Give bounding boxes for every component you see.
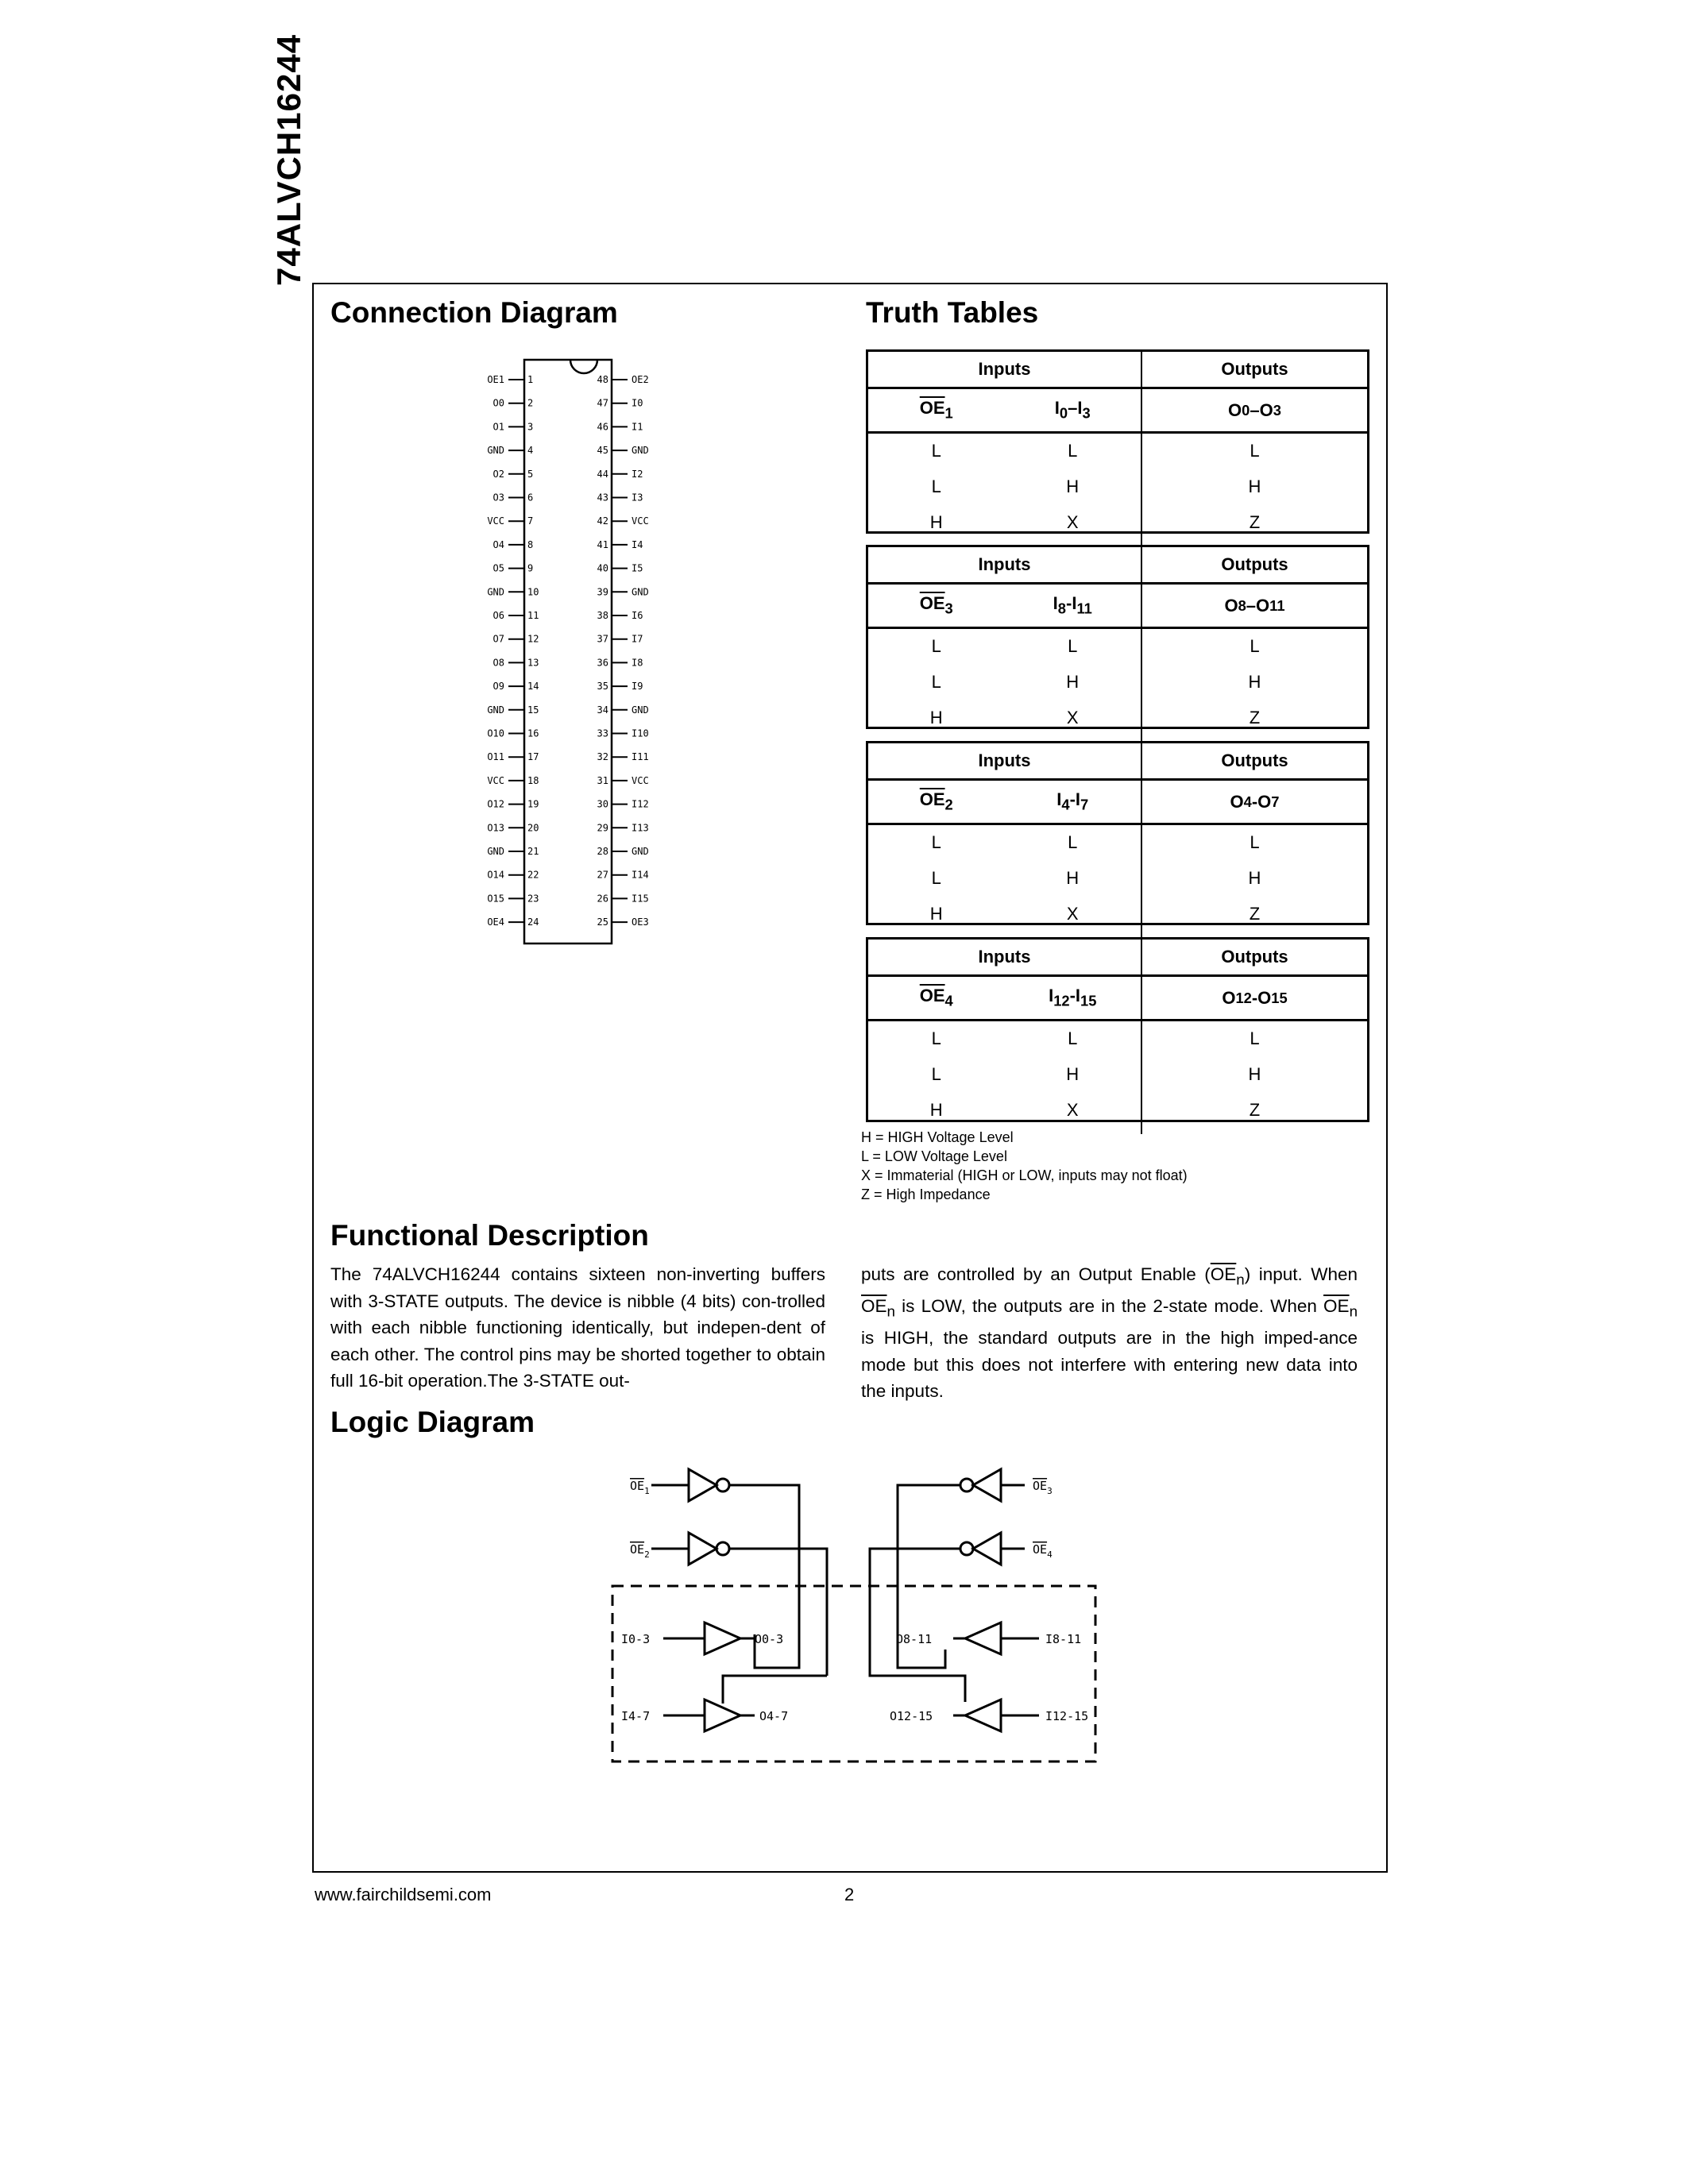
pin-label-left: GND <box>487 704 504 716</box>
pin-label-left: O6 <box>492 610 504 621</box>
pin-label-right: I15 <box>632 893 649 905</box>
pin-number-right: 32 <box>597 751 608 763</box>
connection-diagram-heading: Connection Diagram <box>330 296 618 329</box>
truth-table-body <box>868 629 1367 742</box>
oe-base: $\overline{OE}$ <box>919 986 945 1006</box>
input-value: L <box>1068 832 1078 852</box>
inputs-values <box>868 434 1142 546</box>
pin-number-left: 20 <box>527 822 539 834</box>
pin-number-right: 44 <box>597 468 608 480</box>
para-text-c: is LOW, the outputs are in the 2-state mode. When <box>894 1296 1324 1316</box>
oe2-base: OE <box>630 1542 645 1557</box>
oe1-inverter <box>689 1469 717 1501</box>
out-b-sub: 11 <box>1269 596 1285 614</box>
footnote-l: L = LOW Voltage Level <box>861 1148 1007 1164</box>
logic-out-c: O8-11 <box>896 1632 933 1646</box>
pin-number-right: 27 <box>597 869 608 881</box>
pin-label-right: I13 <box>632 822 649 834</box>
pin-label-right: GND <box>632 846 649 857</box>
inp-a-sub: 12 <box>1053 992 1070 1009</box>
pin-number-left: 7 <box>527 515 534 527</box>
truth-table-header <box>868 547 1367 585</box>
pin-number-left: 14 <box>527 681 539 693</box>
pin-number-right: 26 <box>597 893 608 905</box>
truth-table-body <box>868 825 1367 938</box>
inp-b: I <box>1072 593 1077 614</box>
pin-number-right: 36 <box>597 657 608 669</box>
oe-value: L <box>931 477 941 496</box>
pin-label-right: I6 <box>632 610 643 621</box>
pin-number-right: 30 <box>597 798 608 810</box>
input-value: H <box>1066 672 1080 692</box>
out-a-sub: 12 <box>1235 989 1252 1006</box>
inputs-header: Inputs <box>868 743 1142 778</box>
wire <box>870 1549 965 1702</box>
out-b: O <box>1259 399 1273 420</box>
oe1-base: OE <box>630 1479 645 1493</box>
inp-a-sub: 0 <box>1059 404 1068 422</box>
oe-overbar: $\overline{OE}$ <box>1210 1264 1237 1284</box>
pin-number-left: 5 <box>527 468 534 480</box>
input-value: L <box>1068 441 1078 461</box>
outputs-values <box>1142 825 1367 938</box>
inp-a-sub: 8 <box>1057 600 1066 617</box>
oe-base: $\overline{OE}$ <box>919 398 945 419</box>
truth-table-body <box>868 1021 1367 1134</box>
oe-value: L <box>931 868 941 888</box>
oe-value: L <box>931 1064 941 1084</box>
output-column-header <box>1142 977 1367 1019</box>
output-value: H <box>1248 1064 1261 1084</box>
input-value: X <box>1066 904 1079 924</box>
pin-label-right: I7 <box>632 633 643 645</box>
oe1-sub: 1 <box>644 1486 650 1496</box>
oe-overbar: $\overline{OE}$ <box>861 1296 887 1316</box>
logic-in-c: I8-11 <box>1045 1632 1082 1646</box>
pin-number-left: 21 <box>527 846 539 857</box>
output-value: Z <box>1249 708 1261 727</box>
oe-value: L <box>931 441 941 461</box>
footnote-x: X = Immaterial (HIGH or LOW, inputs may not float) <box>861 1167 1188 1183</box>
oe-value: L <box>931 832 941 852</box>
logic-out-b: O4-7 <box>759 1709 789 1723</box>
inp-b: I <box>1077 398 1083 419</box>
pin-label-right: I12 <box>632 798 649 810</box>
oe-sub: 1 <box>944 404 953 422</box>
pin-number-left: 10 <box>527 586 539 598</box>
inp-a: I <box>1049 986 1054 1006</box>
output-value: H <box>1248 477 1261 496</box>
input-value: X <box>1066 512 1079 532</box>
pin-label-left: O7 <box>492 633 504 645</box>
logic-oe1-label <box>630 1479 650 1496</box>
truth-tables-heading: Truth Tables <box>866 296 1039 329</box>
pin-number-right: 46 <box>597 421 608 433</box>
inp-sep: - <box>1069 986 1076 1006</box>
truth-table <box>866 545 1369 729</box>
logic-dashed-box <box>612 1586 1095 1761</box>
inp-b-sub: 7 <box>1080 796 1089 813</box>
pin-label-left: O8 <box>492 657 504 669</box>
outputs-values <box>1142 629 1367 742</box>
inp-a: I <box>1054 398 1060 419</box>
pin-number-left: 3 <box>527 421 534 433</box>
pin-number-left: 8 <box>527 538 534 550</box>
oe-column-header <box>868 398 1005 422</box>
pin-number-right: 40 <box>597 562 608 574</box>
pin-label-left: O2 <box>492 468 504 480</box>
inputs-values <box>868 1021 1142 1134</box>
inp-sep: - <box>1069 789 1076 810</box>
pin-label-left: O11 <box>487 751 504 763</box>
out-a: O <box>1222 987 1236 1008</box>
pin-number-left: 18 <box>527 774 539 786</box>
pin-number-right: 42 <box>597 515 608 527</box>
output-column-header <box>1142 585 1367 627</box>
out-sep: - <box>1251 987 1258 1008</box>
inp-b-sub: 3 <box>1082 404 1091 422</box>
outputs-values <box>1142 1021 1367 1134</box>
oe4-base: OE <box>1033 1542 1048 1557</box>
input-value: H <box>1066 868 1080 888</box>
ic-notch <box>570 360 597 373</box>
truth-table <box>866 741 1369 925</box>
pin-label-left: GND <box>487 445 504 457</box>
inp-b-sub: 11 <box>1076 600 1092 617</box>
pin-number-left: 4 <box>527 445 534 457</box>
wire <box>729 1549 827 1672</box>
pin-label-right: GND <box>632 445 649 457</box>
inputs-subheader <box>868 977 1142 1019</box>
inputs-values <box>868 825 1142 938</box>
pin-label-left: O9 <box>492 681 504 693</box>
output-value: L <box>1250 832 1260 852</box>
inp-a: I <box>1056 789 1062 810</box>
pin-label-left: O5 <box>492 562 504 574</box>
pin-number-right: 47 <box>597 397 608 409</box>
out-a: O <box>1230 791 1244 812</box>
inputs-subheader <box>868 781 1142 823</box>
output-value: Z <box>1249 1100 1261 1120</box>
pin-label-right: GND <box>632 704 649 716</box>
oe3-base: OE <box>1033 1479 1048 1493</box>
oe3-inverter <box>973 1469 1001 1501</box>
oe-sub: n <box>1349 1302 1358 1320</box>
truth-table-subheader <box>868 389 1367 434</box>
pin-label-right: I0 <box>632 397 643 409</box>
input-value: L <box>1068 636 1078 656</box>
pin-label-right: I5 <box>632 562 643 574</box>
pin-number-right: 48 <box>597 374 608 385</box>
footnote-h: H = HIGH Voltage Level <box>861 1129 1014 1145</box>
oe-value: H <box>929 708 943 727</box>
input-column-header <box>1005 593 1141 617</box>
out-sep: - <box>1251 791 1258 812</box>
pin-number-left: 17 <box>527 751 539 763</box>
buffer-4-7 <box>705 1700 740 1731</box>
truth-table-header <box>868 352 1367 389</box>
inputs-values <box>868 629 1142 742</box>
oe-column-header <box>868 986 1005 1009</box>
pin-number-left: 1 <box>527 374 534 385</box>
pin-label-left: GND <box>487 586 504 598</box>
oe-sub: 2 <box>944 796 953 813</box>
truth-table-footnotes <box>861 1128 1188 1204</box>
buffer-12-15 <box>965 1700 1001 1731</box>
outputs-header: Outputs <box>1221 359 1288 379</box>
truth-table <box>866 937 1369 1122</box>
pin-number-right: 43 <box>597 492 608 504</box>
pin-number-left: 6 <box>527 492 534 504</box>
truth-table-header <box>868 743 1367 781</box>
output-value: H <box>1248 672 1261 692</box>
para-text-b: ) input. When <box>1244 1264 1358 1284</box>
outputs-header: Outputs <box>1221 751 1288 770</box>
functional-description-col2 <box>861 1261 1358 1405</box>
out-b-sub: 3 <box>1273 401 1281 419</box>
pin-label-left: VCC <box>487 515 504 527</box>
inp-sep: – <box>1068 398 1078 419</box>
out-sep: – <box>1246 595 1257 615</box>
output-value: Z <box>1249 512 1261 532</box>
oe-sub: n <box>886 1302 895 1320</box>
oe-base: $\overline{OE}$ <box>919 789 945 810</box>
pin-label-left: O3 <box>492 492 504 504</box>
input-value: H <box>1066 1064 1080 1084</box>
oe-value: L <box>931 1028 941 1048</box>
pin-number-right: 33 <box>597 727 608 739</box>
outputs-header: Outputs <box>1221 947 1288 967</box>
truth-table-subheader <box>868 977 1367 1021</box>
out-b: O <box>1257 987 1272 1008</box>
inp-b: I <box>1075 789 1081 810</box>
pin-number-left: 11 <box>527 610 539 621</box>
pin-number-left: 9 <box>527 562 534 574</box>
out-a-sub: 0 <box>1242 401 1250 419</box>
oe-column-header <box>868 789 1005 813</box>
inputs-header: Inputs <box>868 547 1142 582</box>
pin-label-left: O1 <box>492 421 504 433</box>
out-a-sub: 4 <box>1243 793 1252 810</box>
pin-number-right: 45 <box>597 445 608 457</box>
buffer-8-11 <box>965 1623 1001 1654</box>
inp-a: I <box>1053 593 1058 614</box>
inputs-subheader <box>868 585 1142 627</box>
output-value: L <box>1250 636 1260 656</box>
pin-number-left: 19 <box>527 798 539 810</box>
pin-label-right: GND <box>632 586 649 598</box>
output-column-header <box>1142 389 1367 431</box>
inp-a-sub: 4 <box>1061 796 1070 813</box>
functional-description-col1: The 74ALVCH16244 contains sixteen non-inverting buffers with 3-STATE outputs. The device is nibble (4 bits) con-trolled with each nibble functioning identically, but indepen-dent of each other. The control pins may be shorted together to obtain full 16-bit operation.The 3-STATE out- <box>330 1264 825 1391</box>
input-value: H <box>1066 477 1080 496</box>
truth-table-header <box>868 940 1367 977</box>
pin-number-left: 13 <box>527 657 539 669</box>
input-column-header <box>1005 398 1141 422</box>
pin-label-right: OE2 <box>632 374 649 385</box>
pin-label-left: O4 <box>492 538 504 550</box>
pin-label-left: O15 <box>487 893 504 905</box>
pin-number-right: 29 <box>597 822 608 834</box>
page-number: 2 <box>844 1885 855 1904</box>
oe-value: H <box>929 904 943 924</box>
pin-label-left: O10 <box>487 727 504 739</box>
input-value: L <box>1068 1028 1078 1048</box>
input-value: X <box>1066 708 1079 727</box>
output-value: L <box>1250 1028 1260 1048</box>
logic-in-a: I0-3 <box>621 1632 651 1646</box>
para-text-a: puts are controlled by an Output Enable ( <box>861 1264 1211 1284</box>
pin-label-right: I1 <box>632 421 643 433</box>
pin-number-right: 25 <box>597 916 608 928</box>
outputs-header: Outputs <box>1221 554 1288 574</box>
oe2-sub: 2 <box>644 1549 650 1560</box>
out-b-sub: 15 <box>1271 989 1288 1006</box>
output-column-header <box>1142 781 1367 823</box>
footer-url[interactable]: www.fairchildsemi.com <box>315 1885 492 1904</box>
oe-sub: n <box>1236 1271 1245 1288</box>
oe-value: L <box>931 636 941 656</box>
pin-number-left: 22 <box>527 869 539 881</box>
output-value: H <box>1248 868 1261 888</box>
inp-sep: - <box>1065 593 1072 614</box>
out-a: O <box>1228 399 1242 420</box>
wire <box>723 1676 827 1704</box>
pin-number-left: 12 <box>527 633 539 645</box>
pin-label-left: GND <box>487 846 504 857</box>
pin-number-right: 41 <box>597 538 608 550</box>
logic-diagram-heading: Logic Diagram <box>330 1406 535 1438</box>
logic-oe4-label <box>1033 1542 1053 1560</box>
pin-label-right: I14 <box>632 869 649 881</box>
pin-label-right: I11 <box>632 751 649 763</box>
input-column-header <box>1005 986 1141 1009</box>
pin-number-left: 16 <box>527 727 539 739</box>
oe-sub: 4 <box>944 992 953 1009</box>
pin-label-right: VCC <box>632 515 649 527</box>
outputs-values <box>1142 434 1367 546</box>
oe-base: $\overline{OE}$ <box>919 593 945 614</box>
pin-label-left: OE1 <box>487 374 504 385</box>
logic-oe2-label <box>630 1542 650 1560</box>
logic-diagram <box>604 1465 1112 1783</box>
pin-number-right: 39 <box>597 586 608 598</box>
oe-column-header <box>868 593 1005 617</box>
pin-label-right: I10 <box>632 727 649 739</box>
out-b: O <box>1257 791 1272 812</box>
out-a: O <box>1224 595 1238 615</box>
pin-label-left: O13 <box>487 822 504 834</box>
pin-label-right: I3 <box>632 492 643 504</box>
para-text-d: is HIGH, the standard outputs are in the high imped-ance mode but this does not interfere with entering new data into the inputs. <box>861 1328 1358 1401</box>
pin-number-left: 24 <box>527 916 539 928</box>
pin-number-right: 35 <box>597 681 608 693</box>
out-b: O <box>1256 595 1270 615</box>
pin-label-right: VCC <box>632 774 649 786</box>
out-sep: – <box>1250 399 1260 420</box>
inputs-subheader <box>868 389 1142 431</box>
oe-value: H <box>929 512 943 532</box>
output-value: Z <box>1249 904 1261 924</box>
pin-label-left: O14 <box>487 869 504 881</box>
pin-number-left: 2 <box>527 397 534 409</box>
functional-description-heading: Functional Description <box>330 1219 649 1252</box>
pin-number-right: 28 <box>597 846 608 857</box>
truth-table-subheader <box>868 585 1367 629</box>
pin-label-right: I8 <box>632 657 643 669</box>
out-b-sub: 7 <box>1271 793 1280 810</box>
pin-number-right: 38 <box>597 610 608 621</box>
logic-in-d: I12-15 <box>1045 1709 1089 1723</box>
input-value: X <box>1066 1100 1079 1120</box>
inputs-header: Inputs <box>868 352 1142 387</box>
connection-diagram <box>461 349 731 953</box>
inp-b-sub: 15 <box>1080 992 1097 1009</box>
inp-b: I <box>1075 986 1081 1006</box>
buffer-0-3 <box>705 1623 740 1654</box>
oe-overbar: $\overline{OE}$ <box>1323 1296 1350 1316</box>
pin-label-right: I2 <box>632 468 643 480</box>
logic-in-b: I4-7 <box>621 1709 651 1723</box>
pin-label-left: VCC <box>487 774 504 786</box>
pin-number-right: 37 <box>597 633 608 645</box>
logic-oe3-label <box>1033 1479 1053 1496</box>
pin-label-right: I9 <box>632 681 643 693</box>
pin-number-right: 34 <box>597 704 608 716</box>
pin-number-left: 23 <box>527 893 539 905</box>
logic-out-d: O12-15 <box>890 1709 933 1723</box>
input-column-header <box>1005 789 1141 813</box>
oe-sub: 3 <box>944 600 953 617</box>
pin-label-left: O0 <box>492 397 504 409</box>
inputs-header: Inputs <box>868 940 1142 974</box>
pin-label-right: OE3 <box>632 916 649 928</box>
truth-table-body <box>868 434 1367 546</box>
truth-table-subheader <box>868 781 1367 825</box>
pin-label-right: I4 <box>632 538 643 550</box>
side-title: 74ALVCH16244 <box>270 33 307 286</box>
logic-out-a: O0-3 <box>755 1632 784 1646</box>
oe4-inverter <box>973 1533 1001 1565</box>
pin-label-left: OE4 <box>487 916 504 928</box>
output-value: L <box>1250 441 1260 461</box>
oe-value: H <box>929 1100 943 1120</box>
pin-label-left: O12 <box>487 798 504 810</box>
footnote-z: Z = High Impedance <box>861 1187 991 1202</box>
oe2-inverter <box>689 1533 717 1565</box>
out-a-sub: 8 <box>1238 596 1246 614</box>
pin-number-left: 15 <box>527 704 539 716</box>
truth-table <box>866 349 1369 534</box>
oe-value: L <box>931 672 941 692</box>
oe3-sub: 3 <box>1047 1486 1053 1496</box>
pin-number-right: 31 <box>597 774 608 786</box>
oe4-sub: 4 <box>1047 1549 1053 1560</box>
